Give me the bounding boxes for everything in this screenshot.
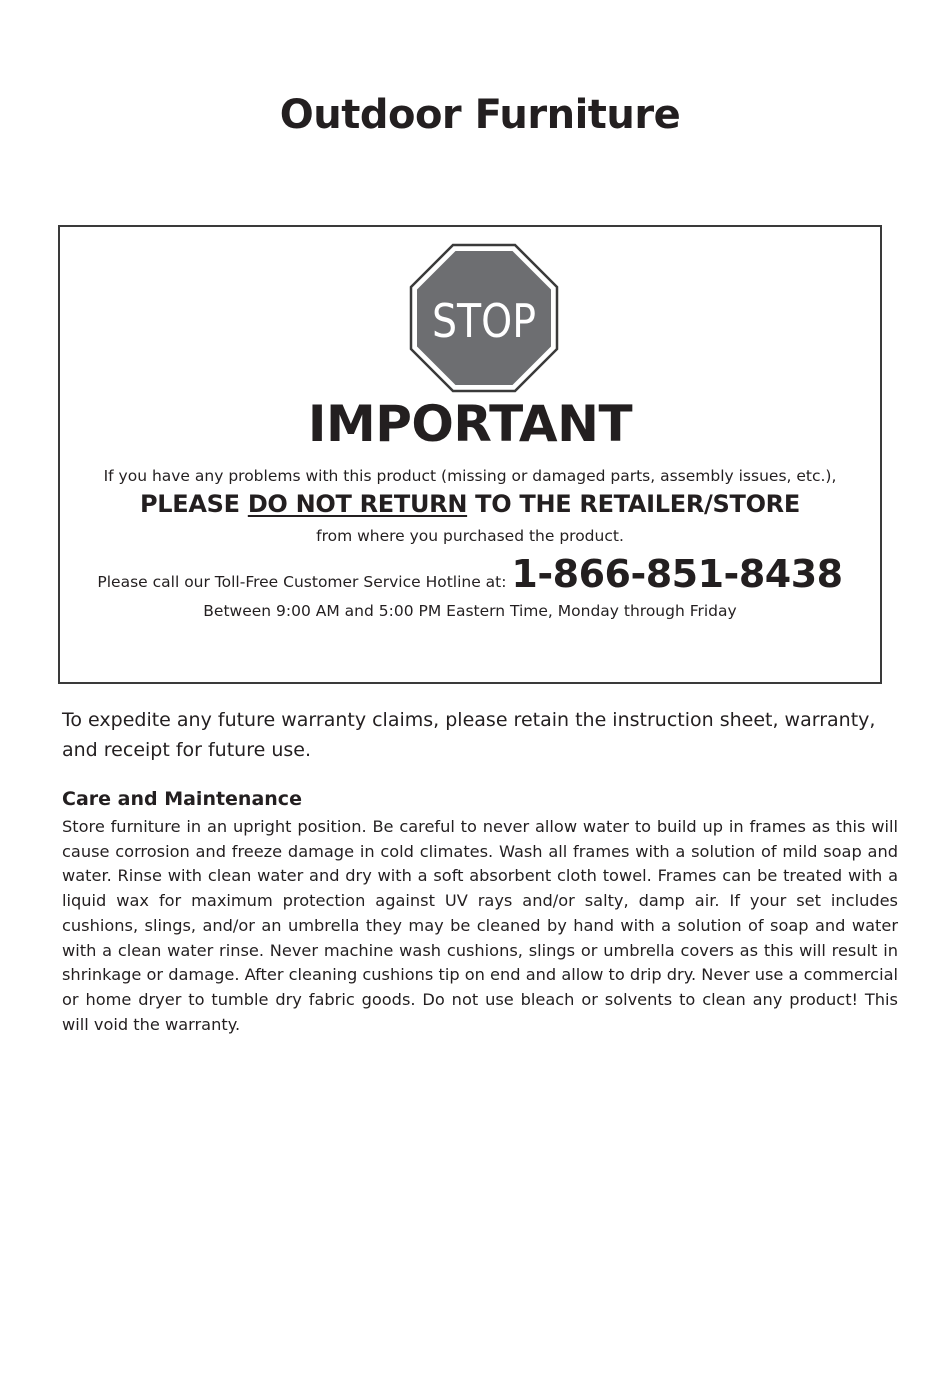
hotline-phone-number: 1-866-851-8438 — [511, 552, 843, 596]
problems-line: If you have any problems with this product (missing or damaged parts, assembly issues, etc.), — [103, 467, 837, 485]
do-not-return-emphasis: DO NOT RETURN — [247, 490, 468, 518]
service-hours-line: Between 9:00 AM and 5:00 PM Eastern Time, Monday through Friday — [203, 602, 737, 620]
warranty-note: To expedite any future warranty claims, please retain the instruction sheet, warranty, and receipt for future use. — [62, 709, 876, 761]
important-notice-box — [58, 225, 882, 684]
return-line-prefix: PLEASE — [140, 490, 248, 518]
hotline-line — [60, 552, 880, 596]
purchased-from-line: from where you purchased the product. — [316, 527, 624, 545]
stop-sign-icon — [409, 243, 559, 393]
hotline-label: Please call our Toll-Free Customer Service Hotline at: — [97, 573, 512, 591]
do-not-return-line — [60, 490, 880, 518]
important-heading: IMPORTANT — [307, 395, 633, 453]
return-line-suffix: TO THE RETAILER/STORE — [467, 490, 800, 518]
care-maintenance-heading: Care and Maintenance — [62, 788, 302, 810]
page-title: Outdoor Furniture — [279, 92, 681, 138]
care-maintenance-body: Store furniture in an upright position. Be careful to never allow water to build up in frames as this will cause corrosion and freeze damage in cold climates. Wash all frames with a solution of mild soap and water. Rinse with clean water and dry with a soft absorbent cloth towel. Frames can be treated with a liquid wax for maximum protection against UV rays and/or salty, damp air. If your set includes cushions, slings, and/or an umbrella they may be cleaned by hand with a solution of soap and water with a clean water rinse. Never machine wash cushions, slings or umbrella covers as this will result in shrinkage or damage. After cleaning cushions tip on end and allow to drip dry. Never use a commercial or home dryer to tumble dry fabric goods. Do not use bleach or solvents to clean any product! This will void the warranty. — [62, 817, 898, 1034]
stop-sign-text: STOP — [432, 294, 536, 348]
